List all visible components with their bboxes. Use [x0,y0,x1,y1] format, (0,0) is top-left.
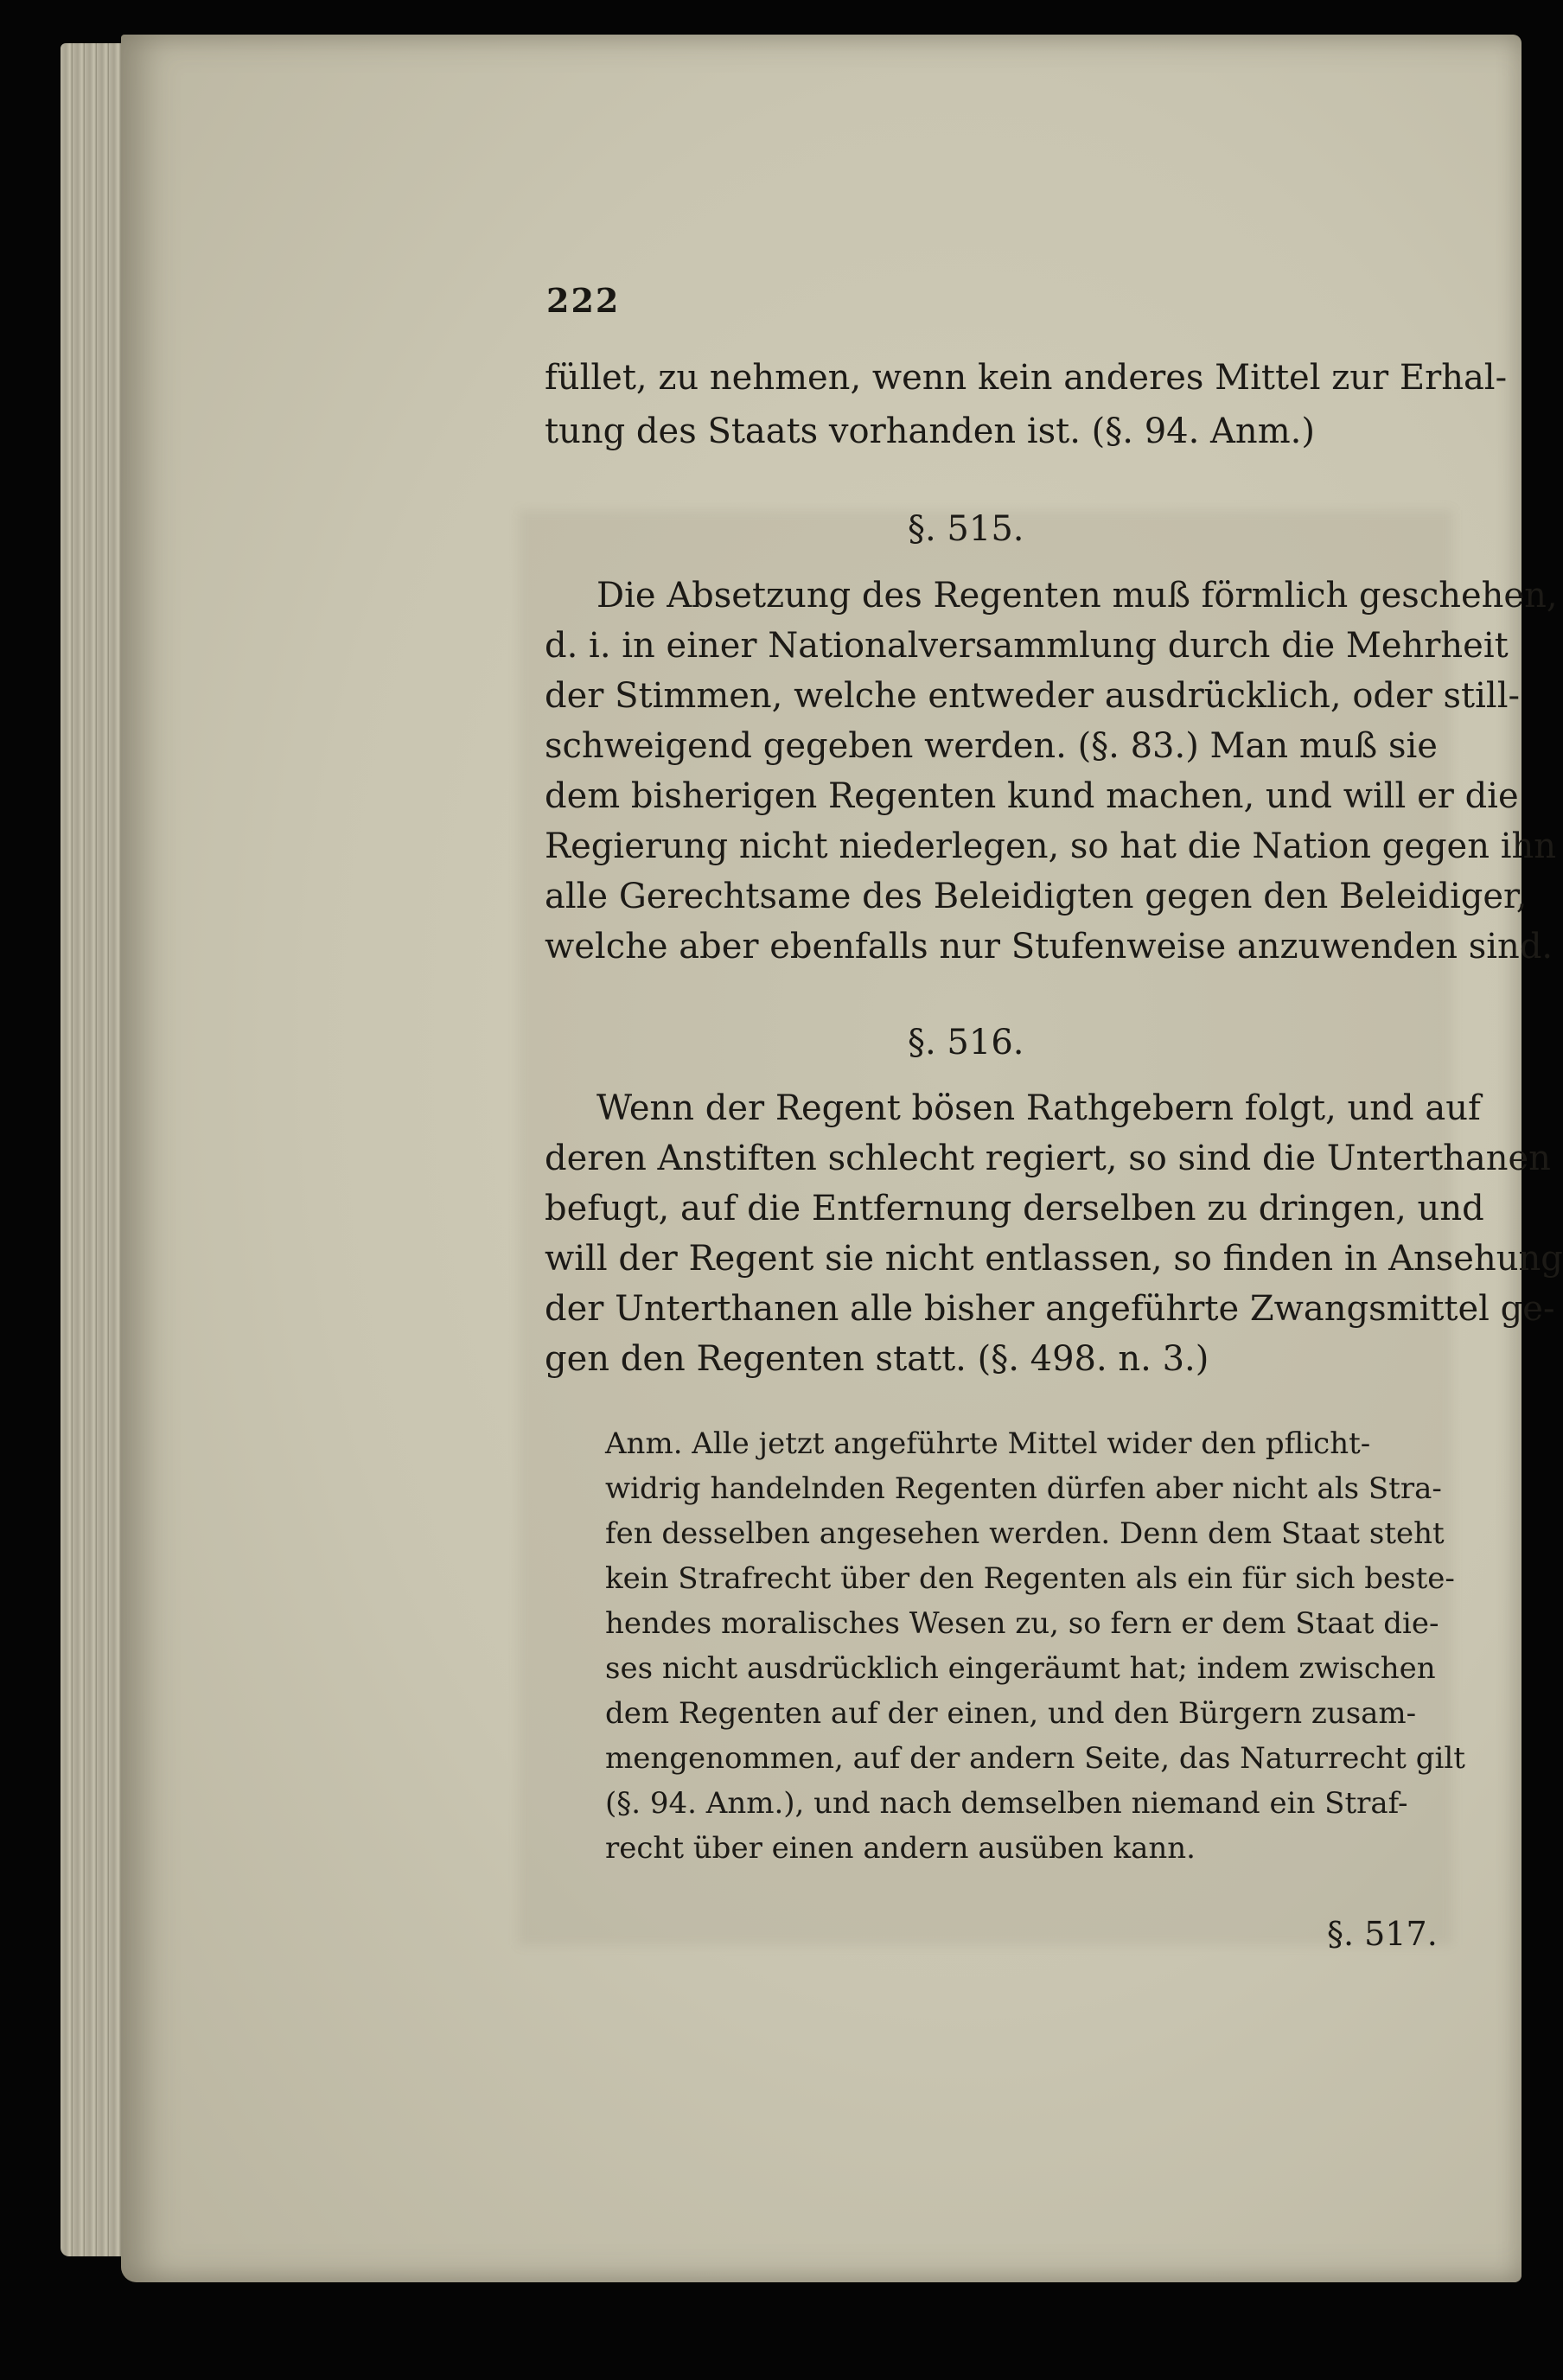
section-515-line-6: Regierung nicht niederlegen, so hat die Nation gegen ihn [545,826,1557,866]
note-line-8: mengenommen, auf der andern Seite, das Naturrecht gilt [605,1741,1465,1776]
section-516-line-1: Wenn der Regent bösen Rathgebern folgt, und auf [596,1088,1481,1128]
section-516-line-6: gen den Regenten statt. (§. 498. n. 3.) [545,1339,1209,1379]
section-515-line-4: schweigend gegeben werden. (§. 83.) Man muß sie [545,726,1438,766]
continuation-line-2: tung des Staats vorhanden ist. (§. 94. Anm.) [545,412,1315,451]
section-516-line-4: will der Regent sie nicht entlassen, so finden in Ansehung [545,1239,1563,1279]
note-line-4: kein Strafrecht über den Regenten als ein für sich beste- [605,1561,1455,1596]
note-line-3: fen desselben angesehen werden. Denn dem Staat steht [605,1516,1445,1551]
note-line-10: recht über einen andern ausüben kann. [605,1831,1196,1866]
section-515-line-3: der Stimmen, welche entweder ausdrücklich, oder still- [545,676,1521,716]
section-515-line-2: d. i. in einer Nationalversammlung durch die Mehrheit [545,626,1509,666]
section-515-heading: §. 515. [908,509,1024,549]
continuation-line-1: füllet, zu nehmen, wenn kein anderes Mittel zur Erhal- [545,358,1508,398]
note-line-7: dem Regenten auf der einen, und den Bürgern zusam- [605,1696,1417,1731]
section-515-line-5: dem bisherigen Regenten kund machen, und will er die [545,776,1519,816]
note-line-2: widrig handelnden Regenten dürfen aber nicht als Stra- [605,1471,1442,1506]
section-516-line-2: deren Anstiften schlecht regiert, so sind die Unterthanen [545,1139,1551,1178]
note-line-1: Anm. Alle jetzt angeführte Mittel wider den pflicht- [605,1426,1371,1461]
section-516-heading: §. 516. [908,1023,1024,1062]
section-515-line-7: alle Gerechtsame des Beleidigten gegen den Beleidiger, [545,877,1528,916]
section-515-line-8: welche aber ebenfalls nur Stufenweise anzuwenden sind. [545,927,1553,967]
page-number: 222 [546,281,621,320]
note-line-9: (§. 94. Anm.), und nach demselben niemand ein Straf- [605,1786,1408,1821]
section-516-line-3: befugt, auf die Entfernung derselben zu dringen, und [545,1189,1484,1228]
section-515-line-1: Die Absetzung des Regenten muß förmlich geschehen, [596,576,1558,616]
note-line-5: hendes moralisches Wesen zu, so fern er dem Staat die- [605,1606,1439,1641]
section-516-line-5: der Unterthanen alle bisher angeführte Zwangsmittel ge- [545,1289,1555,1329]
note-line-6: ses nicht ausdrücklich eingeräumt hat; indem zwischen [605,1651,1436,1686]
catchword: §. 517. [1327,1915,1438,1953]
